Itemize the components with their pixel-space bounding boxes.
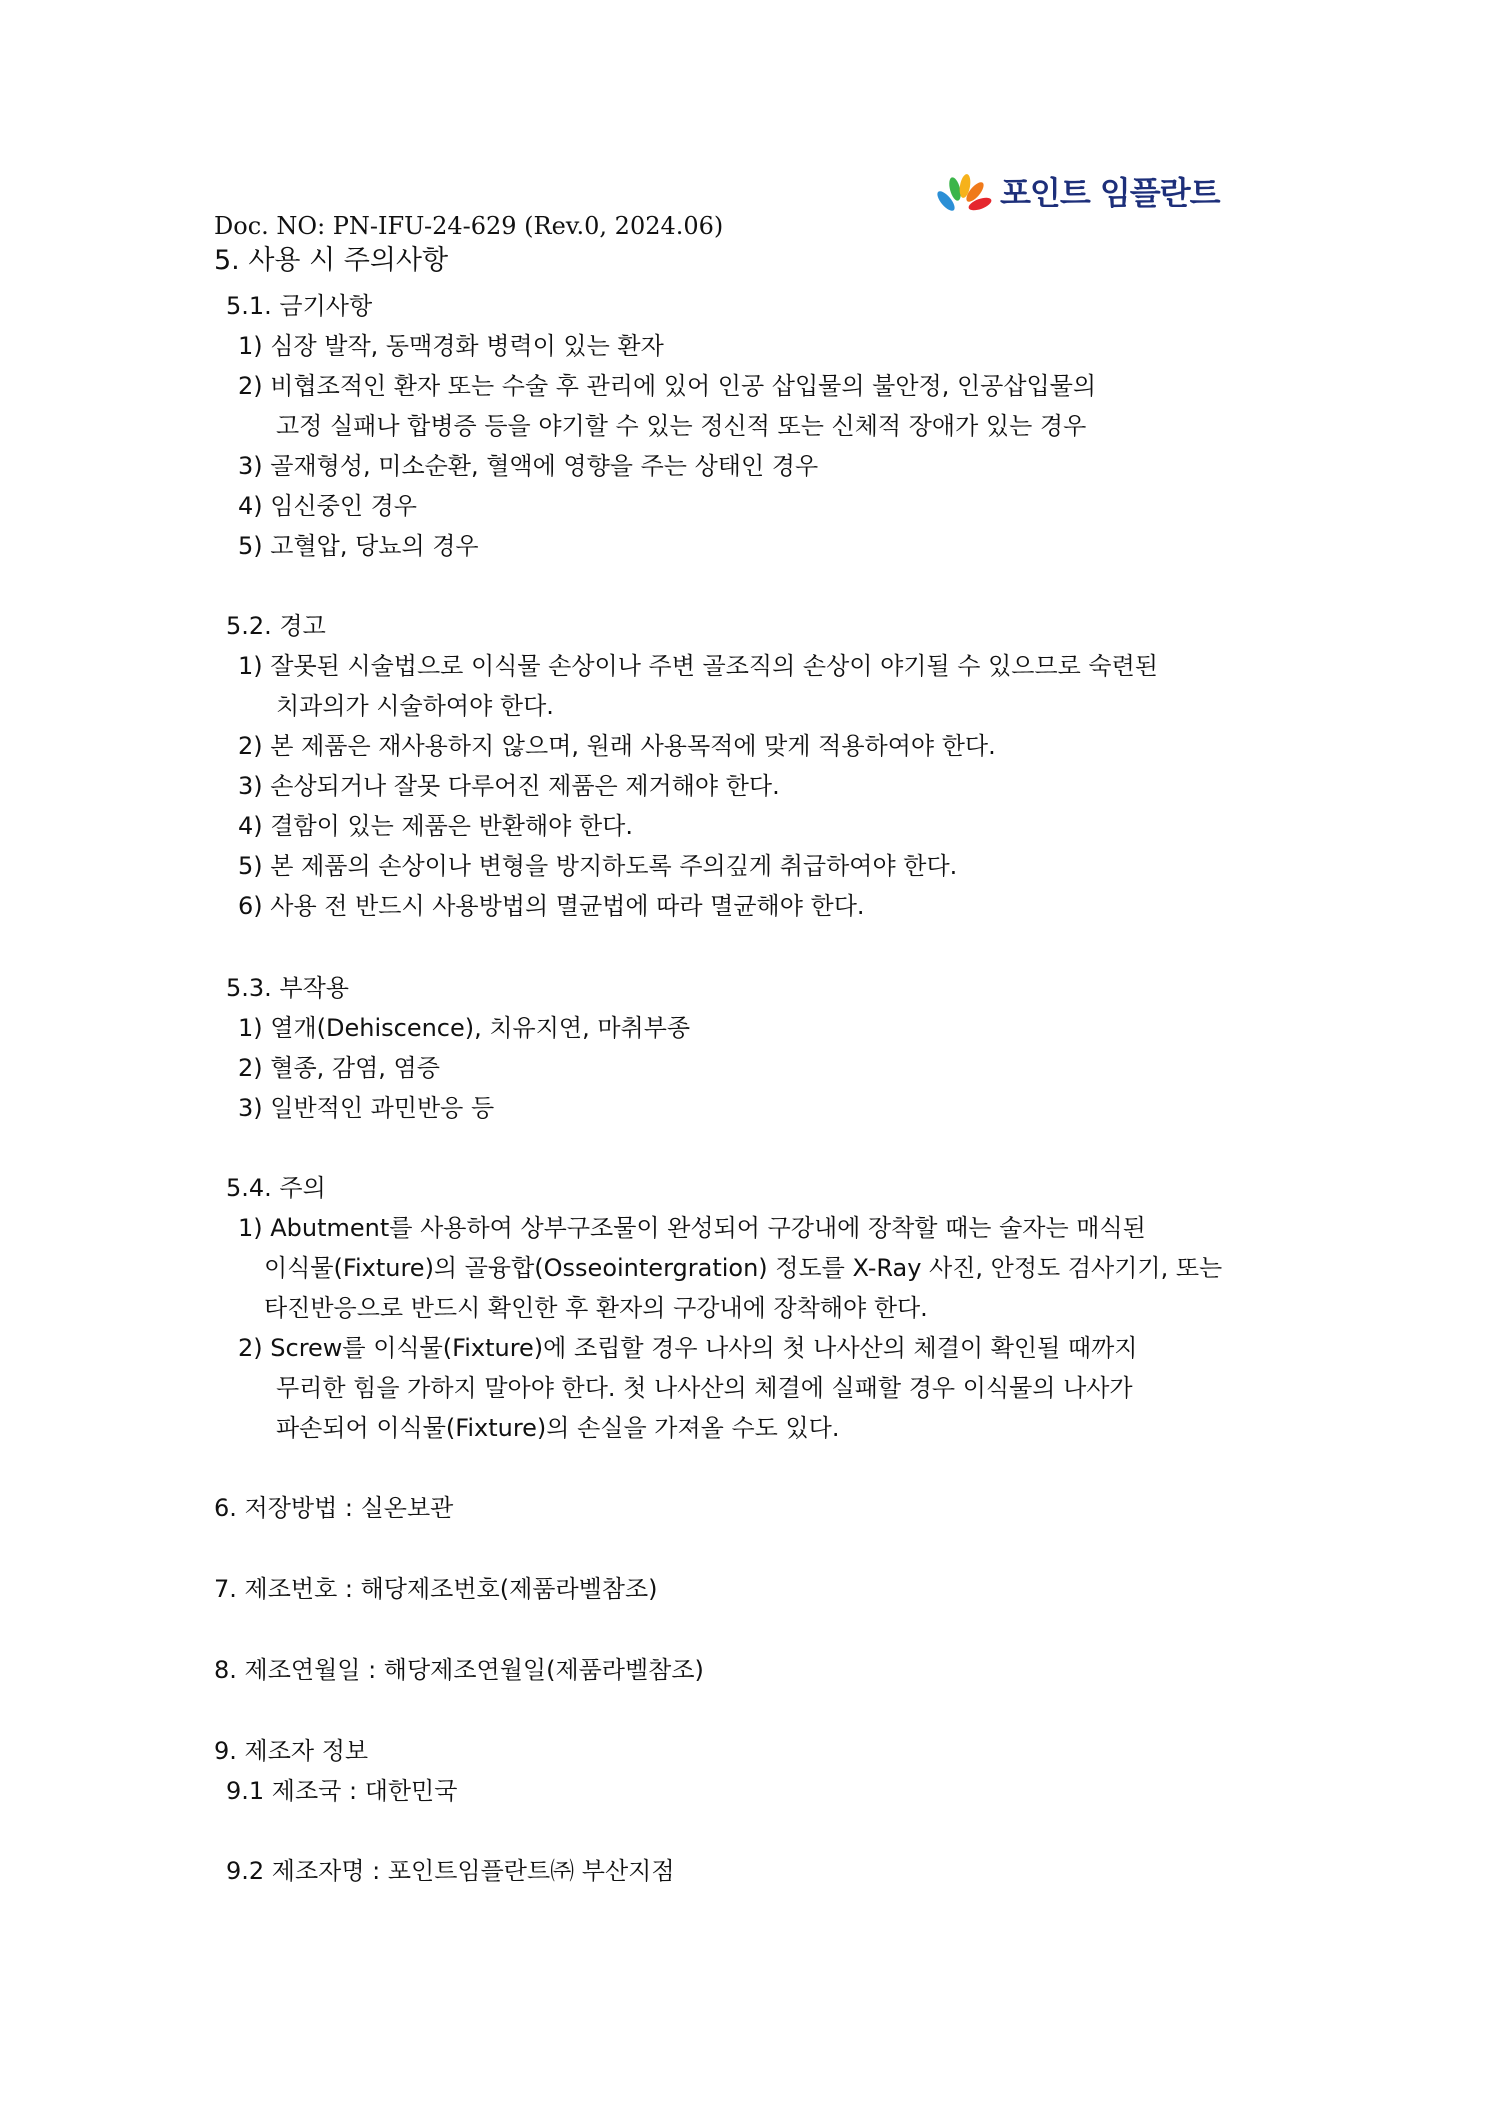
- list-item: 3) 골재형성, 미소순환, 혈액에 영향을 주는 상태인 경우: [238, 452, 819, 480]
- list-item: 2) 본 제품은 재사용하지 않으며, 원래 사용목적에 맞게 적용하여야 한다.: [238, 732, 996, 760]
- subsection-heading: 5.3. 부작용: [226, 974, 349, 1002]
- flower-logo-icon: [932, 169, 994, 213]
- subsection-heading: 5.4. 주의: [226, 1174, 326, 1202]
- list-item-continuation: 고정 실패나 합병증 등을 야기할 수 있는 정신적 또는 신체적 장애가 있는 경우: [276, 412, 1087, 440]
- list-item: 3) 일반적인 과민반응 등: [238, 1094, 495, 1122]
- list-item-continuation: 이식물(Fixture)의 골융합(Osseointergration) 정도를 X-Ray 사진, 안정도 검사기기, 또는: [264, 1254, 1223, 1282]
- list-item: 4) 결함이 있는 제품은 반환해야 한다.: [238, 812, 633, 840]
- list-item-continuation: 파손되어 이식물(Fixture)의 손실을 가져올 수도 있다.: [276, 1414, 840, 1442]
- list-item-continuation: 치과의가 시술하여야 한다.: [276, 692, 554, 720]
- subsection-heading: 5.2. 경고: [226, 612, 326, 640]
- company-logo: [932, 168, 1220, 214]
- list-item: 4) 임신중인 경우: [238, 492, 417, 520]
- list-item: 1) 심장 발작, 동맥경화 병력이 있는 환자: [238, 332, 664, 360]
- section-heading: 7. 제조번호 : 해당제조번호(제품라벨참조): [214, 1575, 658, 1603]
- list-item-continuation: 타진반응으로 반드시 확인한 후 환자의 구강내에 장착해야 한다.: [264, 1294, 928, 1322]
- subsection-item: 9.2 제조자명 : 포인트임플란트㈜ 부산지점: [226, 1857, 675, 1885]
- list-item: 2) 혈종, 감염, 염증: [238, 1054, 440, 1082]
- list-item: 5) 본 제품의 손상이나 변형을 방지하도록 주의깊게 취급하여야 한다.: [238, 852, 958, 880]
- subsection-heading: 5.1. 금기사항: [226, 292, 373, 320]
- list-item: 1) 열개(Dehiscence), 치유지연, 마취부종: [238, 1014, 691, 1042]
- list-item: 6) 사용 전 반드시 사용방법의 멸균법에 따라 멸균해야 한다.: [238, 892, 865, 920]
- list-item: 5) 고혈압, 당뇨의 경우: [238, 532, 479, 560]
- section-heading: 5. 사용 시 주의사항: [214, 245, 449, 276]
- subsection-item: 9.1 제조국 : 대한민국: [226, 1777, 458, 1805]
- list-item: 3) 손상되거나 잘못 다루어진 제품은 제거해야 한다.: [238, 772, 780, 800]
- section-heading: 9. 제조자 정보: [214, 1737, 369, 1765]
- list-item: 1) 잘못된 시술법으로 이식물 손상이나 주변 골조직의 손상이 야기될 수 있으므로 숙련된: [238, 652, 1158, 680]
- section-heading: 6. 저장방법 : 실온보관: [214, 1494, 454, 1522]
- list-item: 2) 비협조적인 환자 또는 수술 후 관리에 있어 인공 삽입물의 불안정, 인공삽입물의: [238, 372, 1097, 400]
- logo-text: 포인트 임플란트: [1000, 174, 1220, 212]
- list-item: 2) Screw를 이식물(Fixture)에 조립할 경우 나사의 첫 나사산의 체결이 확인될 때까지: [238, 1334, 1138, 1362]
- list-item-continuation: 무리한 힘을 가하지 말아야 한다. 첫 나사산의 체결에 실패할 경우 이식물의 나사가: [276, 1374, 1133, 1402]
- document-number: Doc. NO: PN-IFU-24-629 (Rev.0, 2024.06): [214, 212, 724, 240]
- list-item: 1) Abutment를 사용하여 상부구조물이 완성되어 구강내에 장착할 때는 술자는 매식된: [238, 1214, 1146, 1242]
- section-heading: 8. 제조연월일 : 해당제조연월일(제품라벨참조): [214, 1656, 704, 1684]
